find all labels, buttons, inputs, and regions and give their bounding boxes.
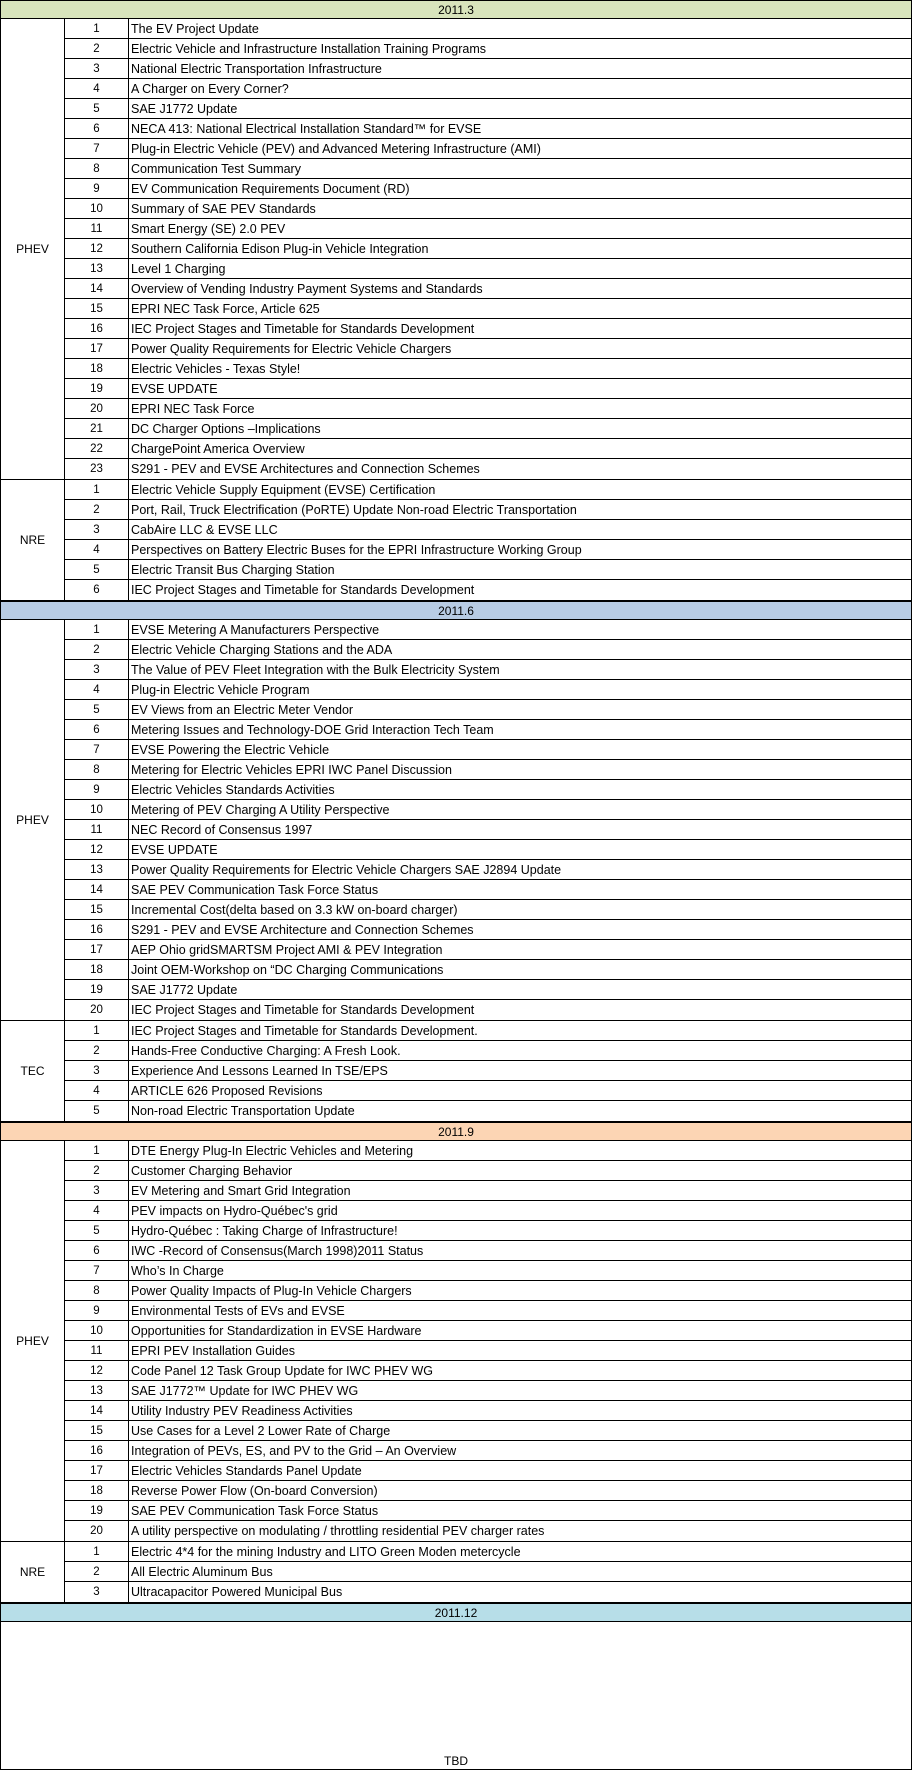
table-row bbox=[65, 480, 911, 500]
topic-title: Integration of PEVs, ES, and PV to the Grid – An Overview bbox=[131, 1444, 457, 1458]
topic-title: IWC -Record of Consensus(March 1998)2011 Status bbox=[131, 1244, 424, 1258]
table-row bbox=[65, 860, 911, 880]
row-number: 9 bbox=[65, 780, 129, 799]
table-row bbox=[65, 439, 911, 459]
row-number: 3 bbox=[65, 59, 129, 78]
topic-title: National Electric Transportation Infrastructure bbox=[131, 62, 382, 76]
table-row bbox=[65, 840, 911, 860]
table-row bbox=[65, 800, 911, 820]
table-row bbox=[65, 39, 911, 59]
row-number: 8 bbox=[65, 1281, 129, 1300]
row-number: 2 bbox=[65, 1041, 129, 1060]
table-row bbox=[65, 920, 911, 940]
topic-title: Customer Charging Behavior bbox=[131, 1164, 293, 1178]
row-number: 10 bbox=[65, 1321, 129, 1340]
row-number: 4 bbox=[65, 79, 129, 98]
row-number: 22 bbox=[65, 439, 129, 458]
topic-title: IEC Project Stages and Timetable for Standards Development bbox=[131, 583, 475, 597]
row-number: 11 bbox=[65, 1341, 129, 1360]
topic-title: Code Panel 12 Task Group Update for IWC PHEV WG bbox=[131, 1364, 433, 1378]
topic-title: Use Cases for a Level 2 Lower Rate of Charge bbox=[131, 1424, 391, 1438]
table-row bbox=[65, 1361, 911, 1381]
row-number: 3 bbox=[65, 1061, 129, 1080]
section-header: 2011.9 bbox=[1, 1122, 911, 1141]
row-number: 16 bbox=[65, 319, 129, 338]
table-row bbox=[65, 980, 911, 1000]
topic-title: EVSE UPDATE bbox=[131, 843, 218, 857]
topic-title: SAE J1772™ Update for IWC PHEV WG bbox=[131, 1384, 359, 1398]
table-row bbox=[65, 59, 911, 79]
table-row bbox=[65, 700, 911, 720]
category-group bbox=[1, 19, 911, 480]
row-number: 10 bbox=[65, 199, 129, 218]
table-row bbox=[65, 119, 911, 139]
row-number: 19 bbox=[65, 379, 129, 398]
table-row bbox=[65, 459, 911, 479]
topic-title: Joint OEM-Workshop on “DC Charging Communications bbox=[131, 963, 444, 977]
topic-title: Electric Transit Bus Charging Station bbox=[131, 563, 335, 577]
row-number: 7 bbox=[65, 740, 129, 759]
row-number: 12 bbox=[65, 1361, 129, 1380]
topic-title: Incremental Cost(delta based on 3.3 kW on-board charger) bbox=[131, 903, 458, 917]
table-row bbox=[65, 379, 911, 399]
table-row bbox=[65, 1421, 911, 1441]
topic-title: Metering Issues and Technology-DOE Grid Interaction Tech Team bbox=[131, 723, 494, 737]
table-row bbox=[65, 660, 911, 680]
table-row bbox=[65, 1061, 911, 1081]
table-row bbox=[65, 399, 911, 419]
row-number: 2 bbox=[65, 39, 129, 58]
category-label: PHEV bbox=[1, 19, 65, 479]
table-row bbox=[65, 1461, 911, 1481]
table-row bbox=[65, 1221, 911, 1241]
table-row bbox=[65, 1341, 911, 1361]
table-row bbox=[65, 1401, 911, 1421]
category-label: PHEV bbox=[1, 1141, 65, 1541]
row-number: 6 bbox=[65, 580, 129, 600]
row-number: 2 bbox=[65, 1161, 129, 1180]
row-number: 6 bbox=[65, 1241, 129, 1260]
row-number: 19 bbox=[65, 1501, 129, 1520]
topic-title: SAE J1772 Update bbox=[131, 102, 238, 116]
row-number: 5 bbox=[65, 700, 129, 719]
row-number: 6 bbox=[65, 119, 129, 138]
topic-title: All Electric Aluminum Bus bbox=[131, 1565, 273, 1579]
topic-title: EV Metering and Smart Grid Integration bbox=[131, 1184, 351, 1198]
category-label: TEC bbox=[1, 1021, 65, 1121]
topic-title: A Charger on Every Corner? bbox=[131, 82, 289, 96]
topic-title: SAE J1772 Update bbox=[131, 983, 238, 997]
table-row bbox=[65, 680, 911, 700]
table-row bbox=[65, 1081, 911, 1101]
topic-title: Utility Industry PEV Readiness Activities bbox=[131, 1404, 353, 1418]
topic-title: Non-road Electric Transportation Update bbox=[131, 1104, 355, 1118]
table-row bbox=[65, 1161, 911, 1181]
category-label: NRE bbox=[1, 480, 65, 600]
topic-title: EPRI NEC Task Force, Article 625 bbox=[131, 302, 320, 316]
row-number: 17 bbox=[65, 940, 129, 959]
row-number: 5 bbox=[65, 1101, 129, 1121]
table-row bbox=[65, 1181, 911, 1201]
table-row bbox=[65, 299, 911, 319]
row-number: 1 bbox=[65, 19, 129, 38]
topic-title: SAE PEV Communication Task Force Status bbox=[131, 883, 379, 897]
topic-title: EVSE UPDATE bbox=[131, 382, 218, 396]
topic-title: Electric Vehicle Charging Stations and the ADA bbox=[131, 643, 393, 657]
topic-title: Who’s In Charge bbox=[131, 1264, 224, 1278]
table-row bbox=[65, 540, 911, 560]
row-number: 3 bbox=[65, 1181, 129, 1200]
topic-title: Electric Vehicles Standards Activities bbox=[131, 783, 335, 797]
row-number: 16 bbox=[65, 920, 129, 939]
row-number: 17 bbox=[65, 1461, 129, 1480]
topic-title: EVSE Powering the Electric Vehicle bbox=[131, 743, 330, 757]
row-number: 15 bbox=[65, 299, 129, 318]
topic-title: Power Quality Requirements for Electric Vehicle Chargers SAE J2894 Update bbox=[131, 863, 562, 877]
row-number: 4 bbox=[65, 1081, 129, 1100]
topic-title: Reverse Power Flow (On-board Conversion) bbox=[131, 1484, 378, 1498]
category-group bbox=[1, 480, 911, 601]
row-number: 14 bbox=[65, 880, 129, 899]
topic-title: Environmental Tests of EVs and EVSE bbox=[131, 1304, 345, 1318]
row-number: 20 bbox=[65, 399, 129, 418]
row-number: 18 bbox=[65, 359, 129, 378]
table-row bbox=[65, 620, 911, 640]
table-row bbox=[65, 1301, 911, 1321]
category-group bbox=[1, 1542, 911, 1603]
row-number: 12 bbox=[65, 840, 129, 859]
table-row bbox=[65, 1521, 911, 1541]
row-number: 1 bbox=[65, 1141, 129, 1160]
row-number: 15 bbox=[65, 1421, 129, 1440]
table-row bbox=[65, 560, 911, 580]
topic-title: Power Quality Impacts of Plug-In Vehicle Chargers bbox=[131, 1284, 412, 1298]
table-row bbox=[65, 780, 911, 800]
table-row bbox=[65, 960, 911, 980]
table-row bbox=[65, 19, 911, 39]
table-row bbox=[65, 520, 911, 540]
row-number: 4 bbox=[65, 680, 129, 699]
table-row bbox=[65, 760, 911, 780]
topic-title: Electric 4*4 for the mining Industry and LITO Green Moden metercycle bbox=[131, 1545, 521, 1559]
row-number: 5 bbox=[65, 1221, 129, 1240]
table-row bbox=[65, 219, 911, 239]
table-row bbox=[65, 1241, 911, 1261]
topic-title: S291 - PEV and EVSE Architecture and Connection Schemes bbox=[131, 923, 474, 937]
row-number: 2 bbox=[65, 1562, 129, 1581]
category-label: NRE bbox=[1, 1542, 65, 1602]
topic-title: Communication Test Summary bbox=[131, 162, 301, 176]
topic-title: PEV impacts on Hydro-Québec's grid bbox=[131, 1204, 338, 1218]
topic-title: A utility perspective on modulating / throttling residential PEV charger rates bbox=[131, 1524, 545, 1538]
row-number: 9 bbox=[65, 1301, 129, 1320]
row-number: 8 bbox=[65, 760, 129, 779]
topic-title: EVSE Metering A Manufacturers Perspective bbox=[131, 623, 380, 637]
topic-title: DC Charger Options –Implications bbox=[131, 422, 321, 436]
category-group bbox=[1, 620, 911, 1021]
topic-title: Ultracapacitor Powered Municipal Bus bbox=[131, 1585, 343, 1599]
table-row bbox=[65, 1201, 911, 1221]
row-number: 14 bbox=[65, 1401, 129, 1420]
row-number: 19 bbox=[65, 980, 129, 999]
pending-section-area bbox=[1, 1622, 911, 1770]
topic-title: Metering for Electric Vehicles EPRI IWC Panel Discussion bbox=[131, 763, 452, 777]
row-number: 18 bbox=[65, 1481, 129, 1500]
topic-title: Level 1 Charging bbox=[131, 262, 226, 276]
row-number: 4 bbox=[65, 1201, 129, 1220]
table-row bbox=[65, 1501, 911, 1521]
topic-title: NEC Record of Consensus 1997 bbox=[131, 823, 313, 837]
topic-rows bbox=[65, 480, 911, 600]
row-number: 5 bbox=[65, 99, 129, 118]
topic-title: Experience And Lessons Learned In TSE/EPS bbox=[131, 1064, 388, 1078]
table-row bbox=[65, 179, 911, 199]
topic-title: Overview of Vending Industry Payment Systems and Standards bbox=[131, 282, 483, 296]
topic-title: ChargePoint America Overview bbox=[131, 442, 305, 456]
row-number: 3 bbox=[65, 660, 129, 679]
table-row bbox=[65, 1562, 911, 1582]
row-number: 12 bbox=[65, 239, 129, 258]
table-row bbox=[65, 1321, 911, 1341]
row-number: 14 bbox=[65, 279, 129, 298]
row-number: 7 bbox=[65, 139, 129, 158]
table-row bbox=[65, 1000, 911, 1020]
topic-rows bbox=[65, 620, 911, 1020]
table-row bbox=[65, 359, 911, 379]
table-row bbox=[65, 1481, 911, 1501]
row-number: 3 bbox=[65, 1582, 129, 1602]
table-row bbox=[65, 1101, 911, 1121]
row-number: 8 bbox=[65, 159, 129, 178]
row-number: 13 bbox=[65, 259, 129, 278]
topic-rows bbox=[65, 19, 911, 479]
row-number: 11 bbox=[65, 820, 129, 839]
table-row bbox=[65, 199, 911, 219]
table-row bbox=[65, 279, 911, 299]
topic-title: IEC Project Stages and Timetable for Standards Development bbox=[131, 1003, 475, 1017]
topic-title: Electric Vehicles - Texas Style! bbox=[131, 362, 301, 376]
table-row bbox=[65, 720, 911, 740]
category-label: PHEV bbox=[1, 620, 65, 1020]
row-number: 3 bbox=[65, 520, 129, 539]
table-row bbox=[65, 900, 911, 920]
row-number: 1 bbox=[65, 620, 129, 639]
category-group bbox=[1, 1141, 911, 1542]
row-number: 16 bbox=[65, 1441, 129, 1460]
topic-title: Southern California Edison Plug-in Vehicle Integration bbox=[131, 242, 429, 256]
topic-title: Opportunities for Standardization in EVSE Hardware bbox=[131, 1324, 422, 1338]
row-number: 20 bbox=[65, 1521, 129, 1541]
row-number: 2 bbox=[65, 640, 129, 659]
topic-title: The EV Project Update bbox=[131, 22, 259, 36]
topic-title: Summary of SAE PEV Standards bbox=[131, 202, 316, 216]
table-row bbox=[65, 820, 911, 840]
topic-title: IEC Project Stages and Timetable for Standards Development bbox=[131, 322, 475, 336]
topic-title: Electric Vehicle and Infrastructure Installation Training Programs bbox=[131, 42, 487, 56]
topic-title: Metering of PEV Charging A Utility Perspective bbox=[131, 803, 390, 817]
row-number: 5 bbox=[65, 560, 129, 579]
table-row bbox=[65, 880, 911, 900]
row-number: 2 bbox=[65, 500, 129, 519]
category-group bbox=[1, 1021, 911, 1122]
row-number: 1 bbox=[65, 1542, 129, 1561]
row-number: 6 bbox=[65, 720, 129, 739]
section-header: 2011.12 bbox=[1, 1603, 911, 1622]
table-row bbox=[65, 159, 911, 179]
table-row bbox=[65, 940, 911, 960]
topic-title: Perspectives on Battery Electric Buses for the EPRI Infrastructure Working Group bbox=[131, 543, 582, 557]
table-row bbox=[65, 580, 911, 600]
tbd-label: TBD bbox=[444, 1754, 468, 1768]
topic-title: EPRI NEC Task Force bbox=[131, 402, 255, 416]
table-row bbox=[65, 259, 911, 279]
topic-title: AEP Ohio gridSMARTSM Project AMI & PEV Integration bbox=[131, 943, 443, 957]
table-row bbox=[65, 339, 911, 359]
topic-title: Port, Rail, Truck Electrification (PoRTE) Update Non-road Electric Transportation bbox=[131, 503, 577, 517]
table-row bbox=[65, 1021, 911, 1041]
topic-title: Hands-Free Conductive Charging: A Fresh Look. bbox=[131, 1044, 401, 1058]
topic-title: S291 - PEV and EVSE Architectures and Connection Schemes bbox=[131, 462, 480, 476]
table-row bbox=[65, 319, 911, 339]
table-row bbox=[65, 419, 911, 439]
table-row bbox=[65, 500, 911, 520]
topic-title: EV Views from an Electric Meter Vendor bbox=[131, 703, 354, 717]
table-row bbox=[65, 139, 911, 159]
table-row bbox=[65, 1281, 911, 1301]
table-row bbox=[65, 1041, 911, 1061]
row-number: 9 bbox=[65, 179, 129, 198]
row-number: 17 bbox=[65, 339, 129, 358]
topic-title: SAE PEV Communication Task Force Status bbox=[131, 1504, 379, 1518]
section-header: 2011.3 bbox=[1, 0, 911, 19]
topic-title: Electric Vehicles Standards Panel Update bbox=[131, 1464, 362, 1478]
row-number: 7 bbox=[65, 1261, 129, 1280]
table-row bbox=[65, 1381, 911, 1401]
topic-title: The Value of PEV Fleet Integration with the Bulk Electricity System bbox=[131, 663, 500, 677]
topic-rows bbox=[65, 1021, 911, 1121]
topic-title: Plug-in Electric Vehicle Program bbox=[131, 683, 310, 697]
table-row bbox=[65, 740, 911, 760]
table-row bbox=[65, 1542, 911, 1562]
topic-title: NECA 413: National Electrical Installation Standard™ for EVSE bbox=[131, 122, 482, 136]
topic-title: IEC Project Stages and Timetable for Standards Development. bbox=[131, 1024, 478, 1038]
table-row bbox=[65, 640, 911, 660]
topic-title: DTE Energy Plug-In Electric Vehicles and Metering bbox=[131, 1144, 414, 1158]
topic-title: Power Quality Requirements for Electric Vehicle Chargers bbox=[131, 342, 452, 356]
row-number: 10 bbox=[65, 800, 129, 819]
topic-title: EV Communication Requirements Document (RD) bbox=[131, 182, 410, 196]
topic-title: EPRI PEV Installation Guides bbox=[131, 1344, 295, 1358]
topic-title: Hydro-Québec : Taking Charge of Infrastructure! bbox=[131, 1224, 398, 1238]
table-row bbox=[65, 1261, 911, 1281]
topic-title: Smart Energy (SE) 2.0 PEV bbox=[131, 222, 286, 236]
row-number: 15 bbox=[65, 900, 129, 919]
row-number: 4 bbox=[65, 540, 129, 559]
table-row bbox=[65, 79, 911, 99]
row-number: 1 bbox=[65, 480, 129, 499]
table-row bbox=[65, 1141, 911, 1161]
table-row bbox=[65, 1582, 911, 1602]
row-number: 23 bbox=[65, 459, 129, 479]
section-header: 2011.6 bbox=[1, 601, 911, 620]
topic-title: CabAire LLC & EVSE LLC bbox=[131, 523, 278, 537]
row-number: 20 bbox=[65, 1000, 129, 1020]
table-row bbox=[65, 239, 911, 259]
topic-rows bbox=[65, 1141, 911, 1541]
row-number: 13 bbox=[65, 860, 129, 879]
topic-title: Plug-in Electric Vehicle (PEV) and Advanced Metering Infrastructure (AMI) bbox=[131, 142, 541, 156]
row-number: 13 bbox=[65, 1381, 129, 1400]
topic-title: ARTICLE 626 Proposed Revisions bbox=[131, 1084, 323, 1098]
row-number: 11 bbox=[65, 219, 129, 238]
topic-title: Electric Vehicle Supply Equipment (EVSE) Certification bbox=[131, 483, 436, 497]
row-number: 18 bbox=[65, 960, 129, 979]
topic-rows bbox=[65, 1542, 911, 1602]
row-number: 1 bbox=[65, 1021, 129, 1040]
table-row bbox=[65, 1441, 911, 1461]
row-number: 21 bbox=[65, 419, 129, 438]
table-row bbox=[65, 99, 911, 119]
